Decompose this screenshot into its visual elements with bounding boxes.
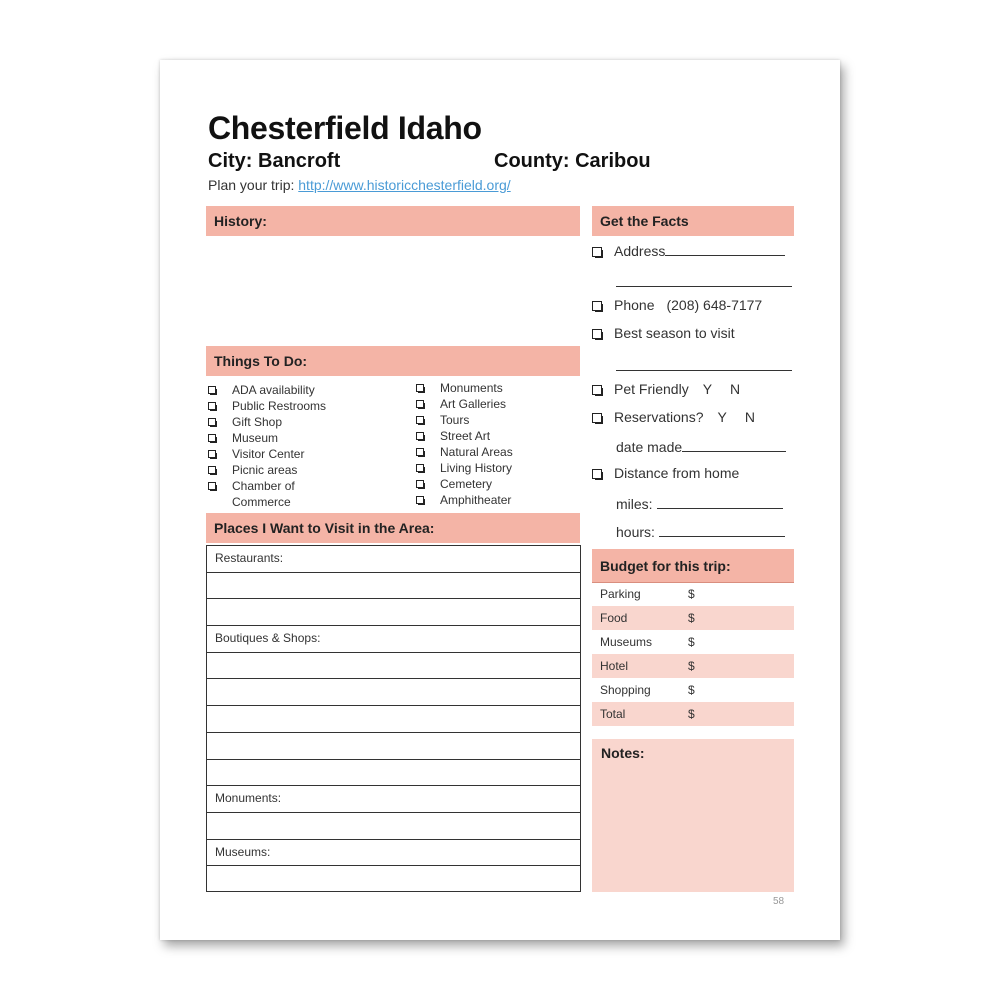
budget-row[interactable]	[592, 654, 794, 678]
fact-pet-friendly[interactable]	[592, 381, 740, 397]
checkbox-icon[interactable]	[208, 386, 216, 394]
things-to-do-label: Chamber of Commerce	[232, 479, 295, 509]
currency-symbol: $	[688, 587, 695, 601]
things-to-do-item[interactable]	[208, 446, 378, 462]
things-to-do-item[interactable]	[416, 428, 576, 444]
currency-symbol: $	[688, 611, 695, 625]
things-to-do-label: Picnic areas	[232, 463, 298, 477]
places-blank-row[interactable]	[207, 706, 580, 733]
checkbox-icon[interactable]	[208, 466, 216, 474]
things-to-do-label: ADA availability	[232, 383, 315, 397]
things-to-do-column-1	[208, 382, 378, 510]
checkbox-icon[interactable]	[416, 416, 424, 424]
checkbox-icon[interactable]	[208, 402, 216, 410]
fact-miles-label: miles:	[616, 496, 653, 512]
checkbox-icon[interactable]	[416, 464, 424, 472]
fact-distance-label: Distance from home	[614, 465, 740, 481]
checkbox-icon[interactable]	[592, 301, 602, 311]
things-to-do-item[interactable]	[208, 414, 378, 430]
fact-date-made-label: date made	[616, 439, 683, 455]
fact-season-label: Best season to visit	[614, 325, 735, 341]
things-to-do-label: Amphitheater	[440, 493, 512, 507]
things-to-do-label: Living History	[440, 461, 513, 475]
budget-item-label: Hotel	[600, 659, 629, 673]
notes-label: Notes:	[601, 745, 645, 761]
no-option[interactable]: N	[730, 381, 741, 397]
fill-line[interactable]	[665, 241, 785, 256]
checkbox-icon[interactable]	[592, 247, 602, 257]
checkbox-icon[interactable]	[592, 413, 602, 423]
currency-symbol: $	[688, 707, 695, 721]
things-to-do-label: Gift Shop	[232, 415, 283, 429]
county-label: County: Caribou	[494, 150, 651, 172]
places-header: Places I Want to Visit in the Area:	[206, 513, 580, 543]
page-title: Chesterfield Idaho	[208, 110, 482, 146]
budget-item-label: Total	[600, 707, 626, 721]
currency-symbol: $	[688, 659, 695, 673]
things-to-do-item[interactable]	[416, 444, 576, 460]
things-to-do-item[interactable]	[416, 476, 576, 492]
checkbox-icon[interactable]	[592, 469, 602, 479]
fact-season[interactable]	[592, 325, 735, 341]
checkbox-icon[interactable]	[592, 385, 602, 395]
notes-area[interactable]	[592, 739, 794, 892]
fact-phone-value: (208) 648-7177	[666, 297, 763, 313]
budget-table	[592, 582, 794, 726]
fact-hours-label: hours:	[616, 524, 655, 540]
fact-date-made[interactable]	[616, 437, 786, 455]
places-blank-row[interactable]	[207, 813, 580, 840]
plan-trip-line	[208, 177, 511, 193]
places-category-row[interactable]: Monuments:	[207, 786, 580, 813]
things-to-do-column-2	[416, 380, 576, 508]
worksheet-page	[160, 60, 840, 940]
fact-miles[interactable]	[616, 494, 783, 512]
things-to-do-item[interactable]	[416, 412, 576, 428]
checkbox-icon[interactable]	[416, 384, 424, 392]
checkbox-icon[interactable]	[416, 432, 424, 440]
fact-phone-label: Phone	[614, 297, 655, 313]
things-to-do-label: Museum	[232, 431, 279, 445]
fact-reservations[interactable]	[592, 409, 755, 425]
fact-address[interactable]	[592, 241, 785, 259]
places-table	[206, 545, 581, 892]
things-to-do-label: Monuments	[440, 381, 503, 395]
checkbox-icon[interactable]	[416, 496, 424, 504]
fact-hours[interactable]	[616, 522, 785, 540]
checkbox-icon[interactable]	[592, 329, 602, 339]
things-to-do-label: Tours	[440, 413, 470, 427]
city-label: City: Bancroft	[208, 150, 341, 172]
things-to-do-label: Cemetery	[440, 477, 493, 491]
checkbox-icon[interactable]	[416, 448, 424, 456]
things-to-do-item[interactable]	[416, 396, 576, 412]
things-to-do-item[interactable]	[208, 430, 378, 446]
fill-line[interactable]	[616, 370, 792, 371]
budget-header: Budget for this trip:	[592, 549, 794, 583]
page-number: 58	[773, 896, 785, 907]
fill-line[interactable]	[657, 494, 783, 509]
yes-option[interactable]: Y	[717, 409, 727, 425]
budget-item-label: Food	[600, 611, 628, 625]
checkbox-icon[interactable]	[208, 482, 216, 490]
things-to-do-item[interactable]	[208, 382, 378, 398]
yes-option[interactable]: Y	[702, 381, 713, 397]
budget-row[interactable]	[592, 630, 794, 654]
things-to-do-header: Things To Do:	[206, 346, 580, 376]
places-blank-row[interactable]	[207, 866, 580, 893]
fact-pet-label: Pet Friendly	[614, 381, 689, 397]
budget-item-label: Shopping	[600, 683, 651, 697]
checkbox-icon[interactable]	[416, 480, 424, 488]
checkbox-icon[interactable]	[416, 400, 424, 408]
things-to-do-label: Natural Areas	[440, 445, 513, 459]
plan-trip-link[interactable]: http://www.historicchesterfield.org/	[298, 177, 511, 193]
things-to-do-item[interactable]	[416, 492, 576, 508]
history-header: History:	[206, 206, 580, 236]
places-blank-row[interactable]	[207, 599, 580, 626]
places-blank-row[interactable]	[207, 679, 580, 706]
places-category-row[interactable]: Museums:	[207, 840, 580, 867]
no-option[interactable]: N	[744, 409, 755, 425]
things-to-do-label: Visitor Center	[232, 447, 305, 461]
checkbox-icon[interactable]	[208, 418, 216, 426]
places-category-row[interactable]: Boutiques & Shops:	[207, 626, 580, 653]
budget-row[interactable]	[592, 678, 794, 702]
fact-phone[interactable]	[592, 297, 762, 313]
things-to-do-label: Street Art	[440, 429, 491, 443]
places-blank-row[interactable]	[207, 573, 580, 600]
plan-trip-label: Plan your trip:	[208, 177, 295, 193]
budget-item-label: Parking	[600, 587, 641, 601]
facts-header: Get the Facts	[592, 206, 794, 236]
history-area[interactable]	[206, 236, 580, 346]
places-blank-row[interactable]	[207, 760, 580, 787]
things-to-do-label: Public Restrooms	[232, 399, 327, 413]
things-to-do-label: Art Galleries	[440, 397, 507, 411]
things-to-do-item[interactable]	[416, 380, 576, 396]
checkbox-icon[interactable]	[208, 450, 216, 458]
things-to-do-item[interactable]	[208, 478, 378, 510]
checkbox-icon[interactable]	[208, 434, 216, 442]
fact-distance[interactable]	[592, 465, 739, 481]
places-category-row[interactable]: Restaurants:	[207, 546, 580, 573]
fact-reservations-label: Reservations?	[614, 409, 704, 425]
fill-line[interactable]	[659, 522, 785, 537]
budget-row[interactable]	[592, 702, 794, 726]
places-blank-row[interactable]	[207, 733, 580, 760]
budget-row[interactable]	[592, 606, 794, 630]
currency-symbol: $	[688, 635, 695, 649]
currency-symbol: $	[688, 683, 695, 697]
things-to-do-item[interactable]	[208, 398, 378, 414]
budget-row[interactable]	[592, 582, 794, 606]
things-to-do-item[interactable]	[208, 462, 378, 478]
places-blank-row[interactable]	[207, 653, 580, 680]
fill-line[interactable]	[682, 437, 786, 452]
fill-line[interactable]	[616, 286, 792, 287]
fact-address-label: Address	[614, 243, 666, 259]
budget-item-label: Museums	[600, 635, 653, 649]
things-to-do-item[interactable]	[416, 460, 576, 476]
